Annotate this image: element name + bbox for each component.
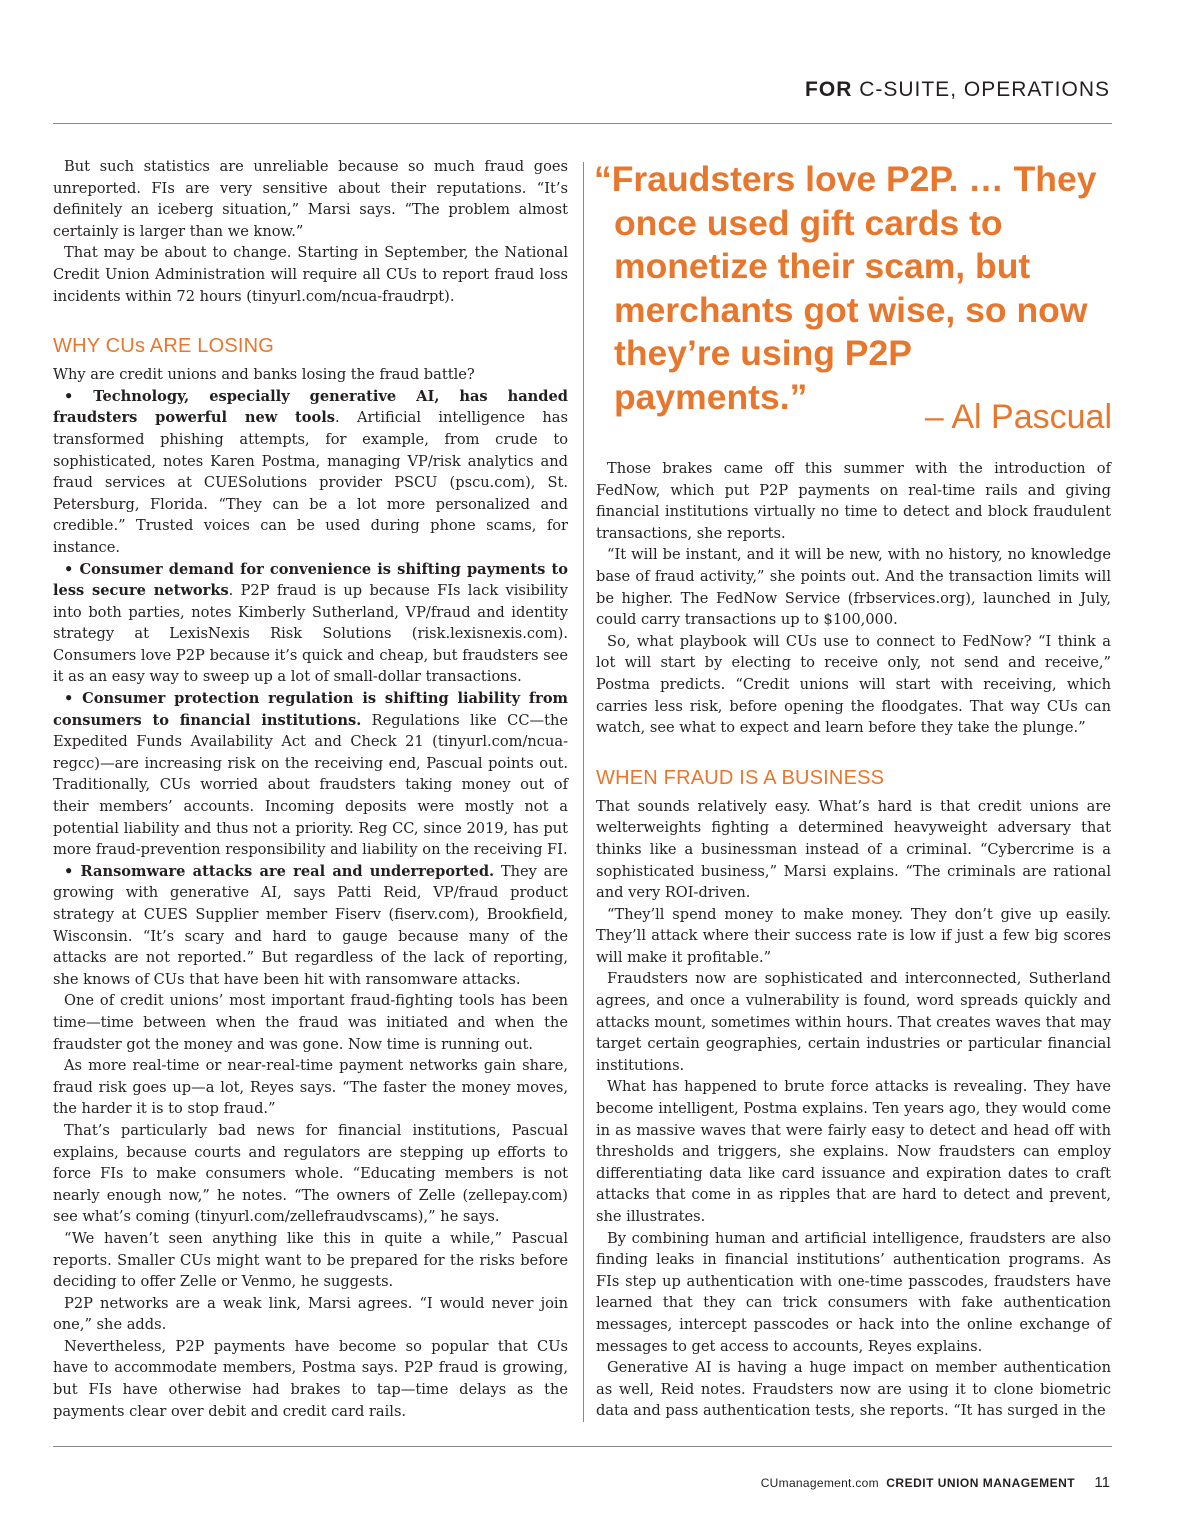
paragraph: What has happened to brute force attacks is revealing. They have become intelligent, Postma explains. Ten years ago, they would come in as massive waves that were fairly easy to detect and head off with thresholds and triggers, she explains. Now fraudsters can employ differentiating data like card issuance and expiration dates to craft attacks that come in as ripples that are hard to detect and prevent, she illustrates. [596,1078,1111,1225]
section-heading-why-cus-are-losing: WHY CUs ARE LOSING [53,335,275,358]
paragraph: One of credit unions’ most important fraud-fighting tools has been time—time between when the fraud was initiated and when the fraudster got the money and was gone. Now time is running out. [53,992,568,1053]
page-number: 11 [1094,1474,1110,1491]
section-header [805,78,1110,102]
paragraph: “We haven’t seen anything like this in quite a while,” Pascual reports. Smaller CUs might want to be prepared for the risks before deciding to offer Zelle or Venmo, he suggests. [53,1229,568,1291]
paragraph: So, what playbook will CUs use to connect to FedNow? “I think a lot will start by electing to receive only, not send and receive,” Postma predicts. “Credit unions will start with receiving, which carries less risk, before opening the floodgates. That way CUs can watch, see what to expect and learn before they take the plunge.” [596,632,1111,737]
paragraph: By combining human and artificial intelligence, fraudsters are also finding leaks in financial institutions’ authentication programs. As FIs step up authentication with one-time passcodes, fraudsters have learned that they can trick consumers with fake authentication messages, intercept passcodes or hack into the online exchange of messages to get access to accounts, Reyes explains. [596,1229,1111,1355]
paragraph: “They’ll spend money to make money. They don’t give up easily. They’ll attack where their success rate is low if just a few big scores will make it profitable.” [596,905,1111,966]
section-header-for: FOR [805,78,853,101]
paragraph: That may be about to change. Starting in September, the National Credit Union Administration will require all CUs to report fraud loss incidents within 72 hours (tinyurl.com/ncua-fraudrpt). [53,244,568,305]
paragraph: That’s particularly bad news for financial institutions, Pascual explains, because courts and regulators are stepping up efforts to force FIs to make consumers whole. “Educating members is not nearly enough now,” he notes. “The owners of Zelle (zellepay.com) see what’s coming (tinyurl.com/zellefraudvscams),” he says. [53,1121,568,1226]
paragraph: Why are credit unions and banks losing the fraud battle? [53,366,475,384]
bullet-lead: • Ransomware attacks are real and underreported. [64,862,495,880]
right-column [596,458,1111,1422]
section-heading-when-fraud-is-a-business: WHEN FRAUD IS A BUSINESS [596,766,885,789]
pull-quote-text: “Fraudsters love P2P. … They once used gift cards to monetize their scam, but merchants got wise, so now they’re using P2P payments.” [594,159,1097,417]
bullet-text: . Artificial intelligence has transformed phishing attempts, for example, from crude to sophisticated, notes Karen Postma, managing VP/risk analytics and fraud services at CUESolutions provider PSCU (pscu.com), St. Petersburg, Florida. “They can be a lot more personalized and credible.” Trusted voices can be used during phone scams, for instance. [53,409,568,556]
bullet-consumer-protection [53,688,568,861]
bullet-text: . P2P fraud is up because FIs lack visibility into both parties, notes Kimberly Sutherland, VP/fraud and identity strategy at LexisNexis Risk Solutions (risk.lexisnexis.com). Consumers love P2P because it’s quick and cheap, but fraudsters see it as an easy way to sweep up a lot of small-dollar transactions. [53,582,569,686]
paragraph: That sounds relatively easy. What’s hard is that credit unions are welterweights fighting a determined heavyweight adversary that thinks like a businessman instead of a criminal. “Cybercrime is a sophisticated business,” Marsi explains. “The criminals are rational and very ROI-driven. [596,797,1111,902]
bullet-lead: • Consumer demand for convenience is shifting payments to less secure networks [53,560,568,600]
footer-site: CUmanagement.com [760,1476,879,1490]
column-divider [583,162,584,1422]
section-header-topics: C-SUITE, OPERATIONS [852,78,1110,101]
bullet-consumer-demand [53,559,568,689]
bottom-divider [53,1446,1112,1447]
top-divider [53,123,1112,124]
footer-magazine-name: CREDIT UNION MANAGEMENT [886,1476,1076,1490]
paragraph: Those brakes came off this summer with the introduction of FedNow, which put P2P payments on real-time rails and giving financial institutions virtually no time to detect and block fraudulent transactions, she reports. [596,460,1111,542]
paragraph: Generative AI is having a huge impact on member authentication as well, Reid notes. Fraudsters now are using it to clone biometric data and pass authentication tests, she reports. “It has surged in the [596,1359,1111,1420]
bullet-lead: • Consumer protection regulation is shifting liability from consumers to financial institutions. [53,690,568,729]
bullet-lead: • Technology, especially generative AI, has handed fraudsters powerful new tools [53,387,568,427]
pull-quote [594,158,1114,419]
left-column [53,156,568,1422]
bullet-technology [53,386,568,559]
bullet-text: Regulations like CC—the Expedited Funds Availability Act and Check 21 (tinyurl.com/ncua-regcc)—are increasing risk on the receiving end, Pascual points out. Traditionally, CUs worried about fraudsters taking money out of their members’ accounts. Incoming deposits were mostly not a potential liability and thus not a priority. Reg CC, since 2019, has put more fraud-prevention responsibility and liability on the receiving FI. [53,711,568,859]
bullet-text: They are growing with generative AI, says Patti Reid, VP/fraud product strategy at CUES Supplier member Fiserv (fiserv.com), Brookfield, Wisconsin. “It’s scary and hard to gauge because many of the attacks are not reported.” But regardless of the lack of reporting, she knows of CUs that have been hit with ransomware attacks. [53,862,568,988]
paragraph: P2P networks are a weak link, Marsi agrees. “I would never join one,” she adds. [53,1294,568,1334]
paragraph: Nevertheless, P2P payments have become so popular that CUs have to accommodate members, Postma says. P2P fraud is growing, but FIs have otherwise had brakes to tap—time delays as the payments clear over debit and credit card rails. [53,1337,568,1420]
bullet-ransomware [53,861,568,991]
pull-quote-attribution: – Al Pascual [924,398,1112,436]
paragraph: But such statistics are unreliable because so much fraud goes unreported. FIs are very sensitive about their reputations. “It’s definitely an iceberg situation,” Marsi says. “The problem almost certainly is larger than we know.” [53,158,568,240]
paragraph: As more real-time or near-real-time payment networks gain share, fraud risk goes up—a lot, Reyes says. “The faster the money moves, the harder it is to stop fraud.” [53,1057,568,1118]
paragraph: Fraudsters now are sophisticated and interconnected, Sutherland agrees, and once a vulnerability is found, word spreads quickly and attacks mount, sometimes within hours. That creates waves that may target certain geographies, certain industries or particular financial institutions. [596,970,1111,1074]
page-footer [761,1474,1110,1491]
paragraph: “It will be instant, and it will be new, with no history, no knowledge base of fraud activity,” she points out. And the transaction limits will be higher. The FedNow Service (frbservices.org), launched in July, could carry transactions up to $100,000. [596,546,1111,629]
